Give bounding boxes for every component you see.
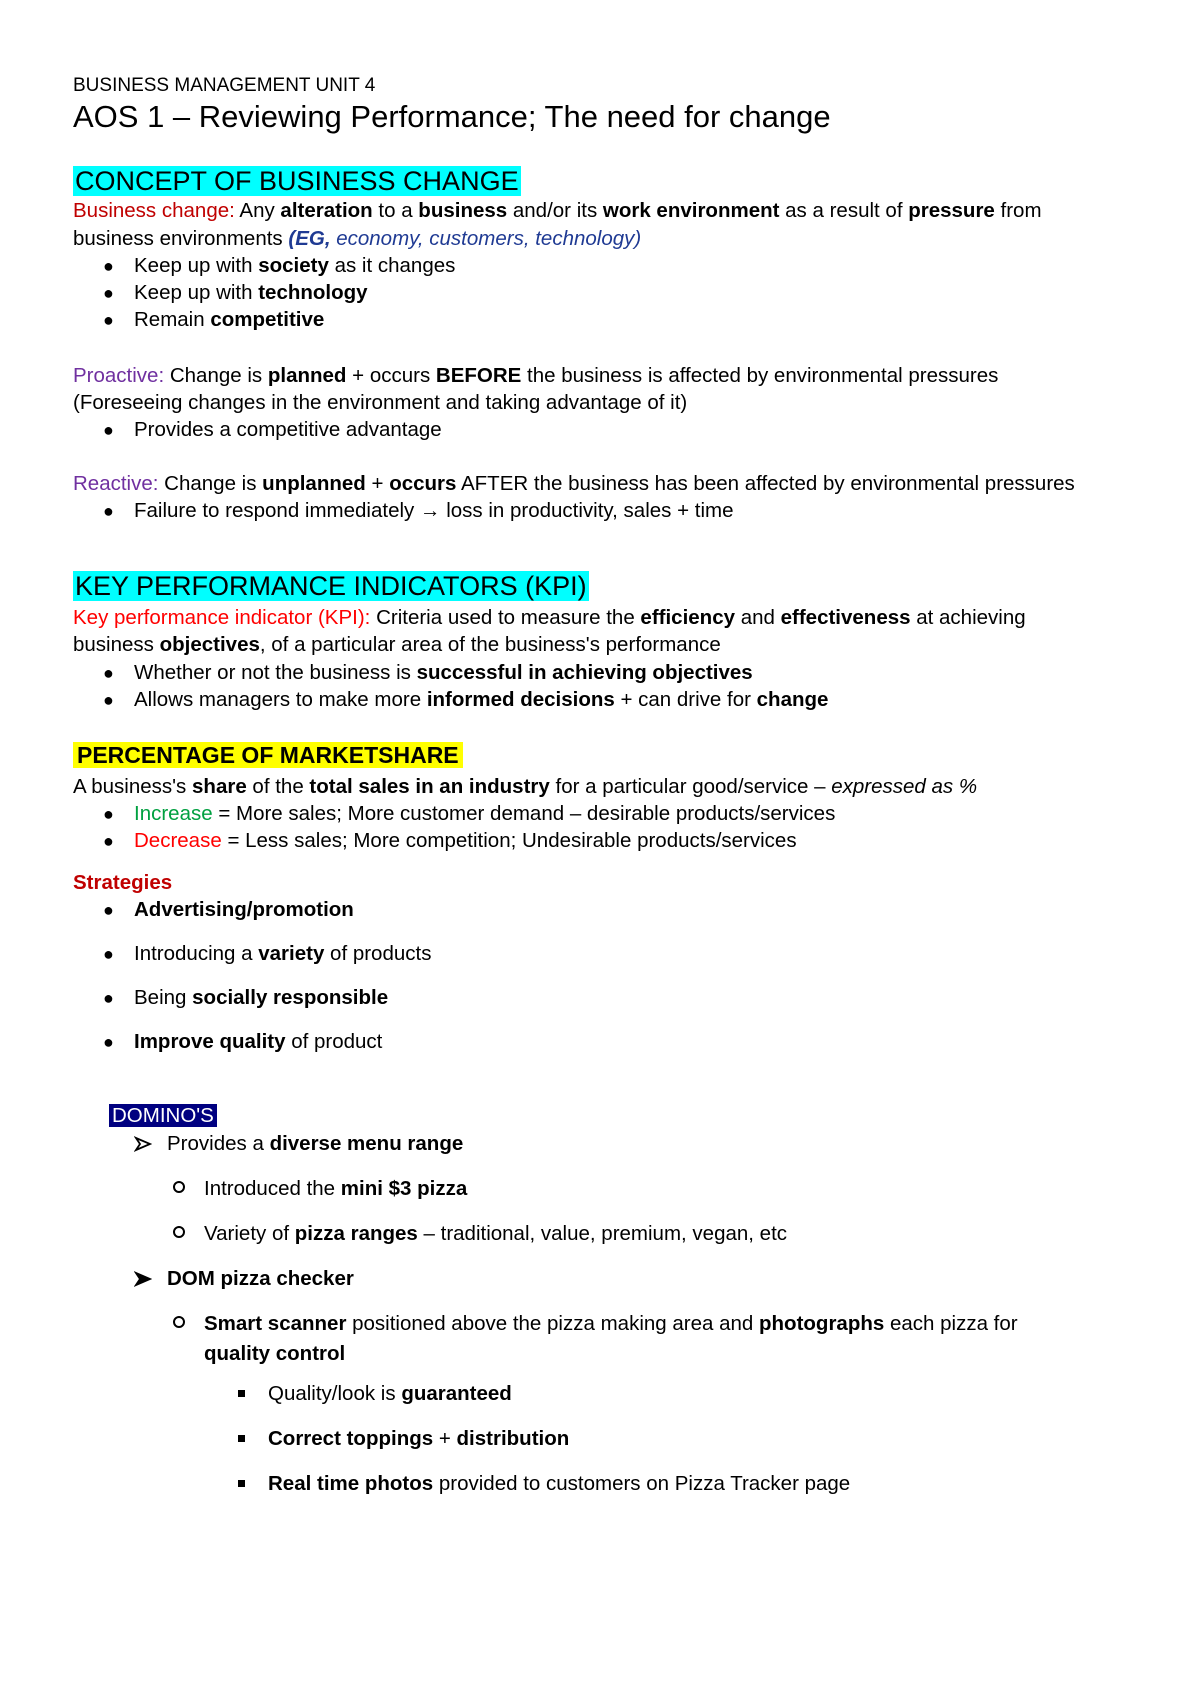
business-change-definition: Business change: Any alteration to a business and/or its work environment as a result of pressure from	[73, 199, 1042, 222]
term-label: Reactive:	[73, 472, 159, 495]
square-bullet-icon	[238, 1480, 245, 1487]
marketshare-definition: A business's share of the total sales in an industry for a particular good/service – expressed as %	[73, 775, 978, 798]
section-heading-kpi	[73, 569, 589, 603]
business-change-definition-cont: business environments (EG, economy, customers, technology)	[73, 227, 642, 250]
bullet-dot-icon: ●	[103, 831, 114, 851]
list-item: Introduced the mini $3 pizza	[204, 1177, 468, 1200]
bullet-dot-icon: ●	[103, 283, 114, 303]
list-item: Introducing a variety of products	[134, 942, 432, 965]
bullet-dot-icon: ●	[103, 256, 114, 276]
page-title: AOS 1 – Reviewing Performance; The need for change	[73, 99, 831, 134]
bullet-dot-icon: ●	[103, 944, 114, 964]
term-label: Business change:	[73, 199, 235, 222]
arrow-right-icon: →	[420, 499, 441, 522]
bullet-dot-icon: ●	[103, 663, 114, 683]
term-label: Key performance indicator (KPI):	[73, 606, 371, 629]
list-item: Whether or not the business is successful in achieving objectives	[134, 661, 753, 684]
arrowhead-bullet-icon	[134, 1136, 152, 1152]
kpi-definition: Key performance indicator (KPI): Criteria used to measure the efficiency and effectiveness at achieving	[73, 606, 1026, 629]
proactive-definition-cont: (Foreseeing changes in the environment and taking advantage of it)	[73, 391, 688, 414]
bullet-dot-icon: ●	[103, 988, 114, 1008]
square-bullet-icon	[238, 1390, 245, 1397]
list-item: Improve quality of product	[134, 1030, 383, 1053]
section-heading-marketshare	[73, 741, 463, 771]
dominos-heading-text: DOMINO'S	[109, 1104, 217, 1127]
course-label: BUSINESS MANAGEMENT UNIT 4	[73, 75, 376, 96]
list-item: Smart scanner positioned above the pizza making area and photographs each pizza for	[204, 1312, 1018, 1335]
kpi-definition-cont: business objectives, of a particular area of the business's performance	[73, 633, 721, 656]
list-item: Failure to respond immediately → loss in productivity, sales + time	[134, 499, 734, 522]
list-item: Keep up with technology	[134, 281, 368, 304]
section-heading-business-change	[73, 164, 521, 198]
section-heading-text: CONCEPT OF BUSINESS CHANGE	[75, 166, 519, 196]
list-item: Remain competitive	[134, 308, 325, 331]
list-item: Increase = More sales; More customer demand – desirable products/services	[134, 802, 836, 825]
dominos-heading	[109, 1102, 217, 1130]
list-item: Decrease = Less sales; More competition; Undesirable products/services	[134, 829, 797, 852]
list-item: Keep up with society as it changes	[134, 254, 456, 277]
bullet-dot-icon: ●	[103, 900, 114, 920]
list-item: Real time photos provided to customers on Pizza Tracker page	[268, 1472, 851, 1495]
circle-bullet-icon	[173, 1181, 185, 1193]
section-heading-text: KEY PERFORMANCE INDICATORS (KPI)	[75, 571, 587, 601]
reactive-definition: Reactive: Change is unplanned + occurs AFTER the business has been affected by environmental pressures	[73, 472, 1075, 495]
bullet-dot-icon: ●	[103, 1032, 114, 1052]
list-item: Provides a diverse menu range	[167, 1132, 464, 1155]
list-item: Being socially responsible	[134, 986, 389, 1009]
term-label: Proactive:	[73, 364, 165, 387]
list-item: DOM pizza checker	[167, 1267, 354, 1290]
square-bullet-icon	[238, 1435, 245, 1442]
bullet-dot-icon: ●	[103, 501, 114, 521]
bullet-dot-icon: ●	[103, 310, 114, 330]
list-item: Quality/look is guaranteed	[268, 1382, 512, 1405]
list-item: Advertising/promotion	[134, 898, 354, 921]
list-item: Correct toppings + distribution	[268, 1427, 570, 1450]
list-item: Provides a competitive advantage	[134, 418, 442, 441]
list-item-cont: quality control	[204, 1342, 346, 1365]
arrowhead-bullet-icon	[134, 1271, 152, 1287]
bullet-dot-icon: ●	[103, 690, 114, 710]
proactive-definition: Proactive: Change is planned + occurs BEFORE the business is affected by environmental pressures	[73, 364, 999, 387]
bullet-dot-icon: ●	[103, 420, 114, 440]
list-item: Variety of pizza ranges – traditional, value, premium, vegan, etc	[204, 1222, 788, 1245]
circle-bullet-icon	[173, 1226, 185, 1238]
section-heading-text: PERCENTAGE OF MARKETSHARE	[73, 742, 463, 768]
circle-bullet-icon	[173, 1316, 185, 1328]
bullet-dot-icon: ●	[103, 804, 114, 824]
list-item: Allows managers to make more informed decisions + can drive for change	[134, 688, 829, 711]
strategies-heading: Strategies	[73, 871, 173, 894]
